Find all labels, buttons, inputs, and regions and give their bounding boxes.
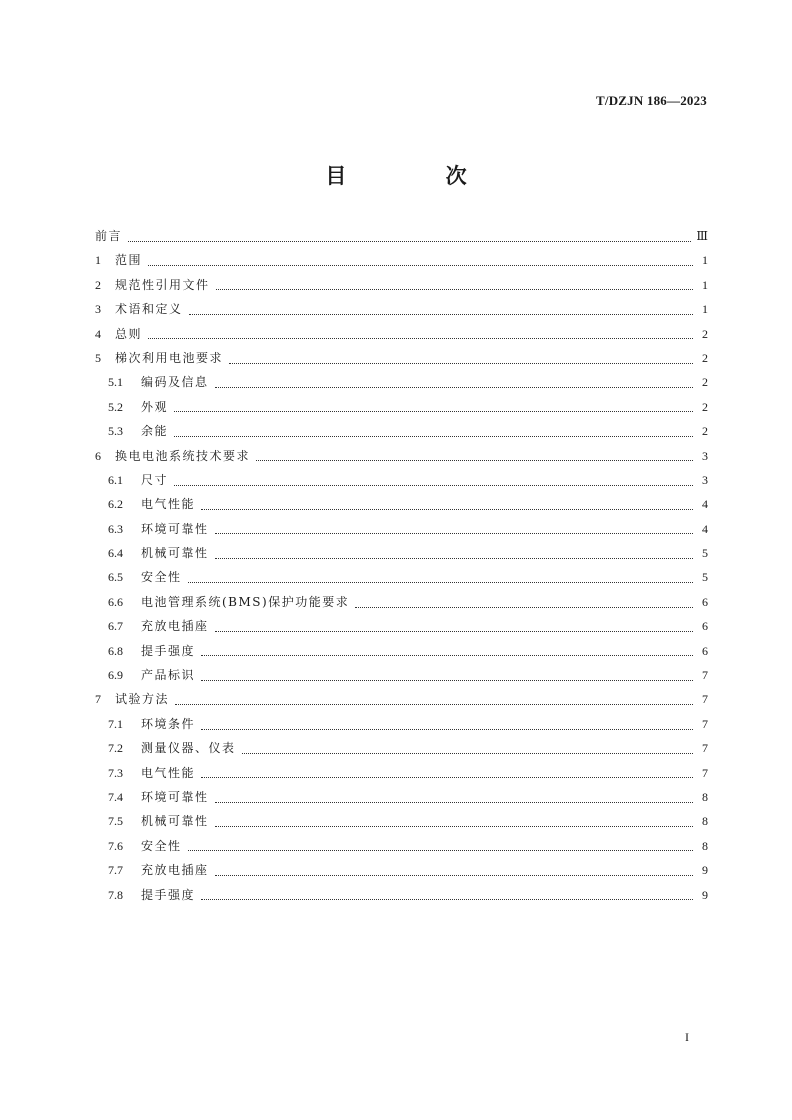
- toc-entry-number: 7.4: [108, 789, 123, 804]
- toc-entry-number: 6.6: [108, 594, 123, 609]
- toc-entry-page: 6: [702, 643, 708, 658]
- toc-leader-dots: [148, 265, 693, 266]
- toc-entry-number: 6.1: [108, 472, 123, 487]
- toc-entry[interactable]: [95, 788, 708, 812]
- toc-entry-page: 7: [702, 668, 708, 683]
- toc-leader-dots: [188, 582, 693, 583]
- toc-entry[interactable]: [95, 739, 708, 763]
- toc-entry-page: 7: [702, 716, 708, 731]
- toc-entry-page: 3: [702, 448, 708, 463]
- toc-entry-number: 7: [95, 692, 101, 707]
- toc-entry-label: 术语和定义: [115, 302, 183, 317]
- toc-entry-label: 提手强度: [141, 643, 196, 658]
- toc-entry[interactable]: [95, 764, 708, 788]
- toc-entry-page: 5: [702, 570, 708, 585]
- toc-entry[interactable]: [95, 690, 708, 714]
- toc-entry-page: 1: [702, 253, 708, 268]
- toc-entry[interactable]: [95, 617, 708, 641]
- toc-leader-dots: [201, 777, 693, 778]
- toc-entry[interactable]: [95, 715, 708, 739]
- toc-entry-number: 6.4: [108, 546, 123, 561]
- toc-entry-label: 充放电插座: [141, 619, 209, 634]
- toc-leader-dots: [174, 411, 693, 412]
- toc-entry-label: 规范性引用文件: [115, 277, 210, 292]
- toc-entry-page: 8: [702, 814, 708, 829]
- toc-entry-page: 7: [702, 741, 708, 756]
- toc-entry-number: 1: [95, 253, 101, 268]
- toc-entry[interactable]: [95, 300, 708, 324]
- toc-entry[interactable]: [95, 666, 708, 690]
- toc-leader-dots: [201, 899, 693, 900]
- toc-leader-dots: [189, 314, 693, 315]
- toc-entry-number: 5.1: [108, 375, 123, 390]
- page-number: I: [685, 1030, 689, 1044]
- toc-entry[interactable]: [95, 325, 708, 349]
- toc-entry-page: 2: [702, 375, 708, 390]
- document-code: T/DZJN 186—2023: [596, 93, 707, 108]
- toc-leader-dots: [215, 558, 693, 559]
- toc-entry-label: 环境可靠性: [141, 789, 209, 804]
- toc-leader-dots: [215, 533, 693, 534]
- toc-entry-label: 产品标识: [141, 668, 196, 683]
- toc-leader-dots: [201, 729, 693, 730]
- toc-entry[interactable]: [95, 227, 708, 251]
- toc-entry[interactable]: [95, 642, 708, 666]
- toc-entry-page: 7: [702, 692, 708, 707]
- toc-entry-page: 8: [702, 789, 708, 804]
- page-title: 目 次: [325, 164, 513, 188]
- toc-entry-number: 6.3: [108, 521, 123, 536]
- toc-entry[interactable]: [95, 495, 708, 519]
- toc-leader-dots: [215, 826, 693, 827]
- toc-entry-number: 7.8: [108, 887, 123, 902]
- toc-entry-number: 7.7: [108, 863, 123, 878]
- toc-entry-label: 充放电插座: [141, 863, 209, 878]
- toc-entry[interactable]: [95, 544, 708, 568]
- toc-entry[interactable]: [95, 447, 708, 471]
- toc-entry[interactable]: [95, 886, 708, 910]
- toc-entry-number: 2: [95, 277, 101, 292]
- toc-entry-label: 测量仪器、仪表: [141, 741, 236, 756]
- toc-entry-label: 环境条件: [141, 716, 196, 731]
- toc-entry-label: 前言: [95, 229, 123, 243]
- toc-entry-label: 提手强度: [141, 887, 196, 902]
- table-of-contents: [95, 227, 708, 910]
- toc-entry-label: 安全性: [141, 570, 182, 585]
- toc-entry-number: 7.1: [108, 716, 123, 731]
- toc-leader-dots: [148, 338, 693, 339]
- toc-entry-label: 外观: [141, 399, 169, 414]
- toc-entry-page: 6: [702, 594, 708, 609]
- toc-entry-page: 5: [702, 546, 708, 561]
- toc-entry[interactable]: [95, 422, 708, 446]
- toc-entry[interactable]: [95, 471, 708, 495]
- toc-entry-page: 4: [702, 521, 708, 536]
- toc-leader-dots: [229, 363, 693, 364]
- toc-entry-number: 7.5: [108, 814, 123, 829]
- toc-entry[interactable]: [95, 861, 708, 885]
- toc-entry-label: 机械可靠性: [141, 546, 209, 561]
- toc-entry-page: 9: [702, 887, 708, 902]
- toc-entry-number: 6.9: [108, 668, 123, 683]
- toc-entry-number: 6.5: [108, 570, 123, 585]
- toc-entry-number: 6.2: [108, 497, 123, 512]
- toc-entry-page: 2: [702, 424, 708, 439]
- toc-entry[interactable]: [95, 812, 708, 836]
- toc-leader-dots: [215, 875, 693, 876]
- toc-entry-number: 5.2: [108, 399, 123, 414]
- toc-entry-label: 编码及信息: [141, 375, 209, 390]
- toc-entry-page: 4: [702, 497, 708, 512]
- toc-leader-dots: [201, 680, 693, 681]
- toc-entry-page: 2: [702, 326, 708, 341]
- toc-leader-dots: [188, 850, 693, 851]
- toc-entry-label: 尺寸: [141, 472, 169, 487]
- toc-leader-dots: [201, 509, 693, 510]
- toc-entry-label: 总则: [115, 326, 143, 341]
- toc-entry-page: 1: [702, 277, 708, 292]
- toc-entry-label: 机械可靠性: [141, 814, 209, 829]
- toc-entry-page: 8: [702, 838, 708, 853]
- toc-entry-page: 9: [702, 863, 708, 878]
- toc-entry-number: 6.7: [108, 619, 123, 634]
- toc-entry-label: 电气性能: [141, 497, 196, 512]
- toc-entry-number: 7.6: [108, 838, 123, 853]
- toc-leader-dots: [128, 241, 691, 242]
- toc-leader-dots: [256, 460, 693, 461]
- toc-entry-number: 4: [95, 326, 101, 341]
- toc-entry-label: 环境可靠性: [141, 521, 209, 536]
- toc-entry[interactable]: [95, 251, 708, 275]
- toc-leader-dots: [175, 704, 693, 705]
- toc-leader-dots: [216, 289, 693, 290]
- toc-entry-number: 6.8: [108, 643, 123, 658]
- toc-leader-dots: [201, 655, 693, 656]
- toc-leader-dots: [215, 802, 693, 803]
- toc-entry[interactable]: [95, 520, 708, 544]
- toc-entry-page: Ⅲ: [696, 229, 708, 243]
- toc-leader-dots: [242, 753, 693, 754]
- toc-entry-number: 5.3: [108, 424, 123, 439]
- toc-entry-number: 3: [95, 302, 101, 317]
- toc-entry-number: 7.2: [108, 741, 123, 756]
- toc-entry-label: 安全性: [141, 838, 182, 853]
- toc-entry-number: 6: [95, 448, 101, 463]
- toc-entry-label: 电池管理系统(BMS)保护功能要求: [141, 594, 350, 609]
- toc-entry-label: 范围: [115, 253, 143, 268]
- toc-entry-page: 6: [702, 619, 708, 634]
- toc-entry-label: 试验方法: [115, 692, 170, 707]
- toc-entry-label: 梯次利用电池要求: [115, 350, 224, 365]
- toc-entry-page: 3: [702, 472, 708, 487]
- toc-entry-label: 换电电池系统技术要求: [115, 448, 251, 463]
- toc-entry-page: 1: [702, 302, 708, 317]
- toc-entry[interactable]: [95, 373, 708, 397]
- toc-entry[interactable]: [95, 276, 708, 300]
- toc-leader-dots: [215, 387, 693, 388]
- toc-entry-page: 2: [702, 350, 708, 365]
- toc-entry[interactable]: [95, 349, 708, 373]
- toc-entry-page: 7: [702, 765, 708, 780]
- toc-entry-number: 5: [95, 350, 101, 365]
- toc-leader-dots: [355, 607, 693, 608]
- toc-entry[interactable]: [95, 837, 708, 861]
- toc-entry[interactable]: [95, 593, 708, 617]
- toc-entry[interactable]: [95, 398, 708, 422]
- toc-entry-label: 余能: [141, 424, 169, 439]
- toc-entry-page: 2: [702, 399, 708, 414]
- toc-leader-dots: [174, 485, 693, 486]
- toc-entry-number: 7.3: [108, 765, 123, 780]
- toc-entry-label: 电气性能: [141, 765, 196, 780]
- toc-leader-dots: [215, 631, 693, 632]
- toc-leader-dots: [174, 436, 693, 437]
- toc-entry[interactable]: [95, 568, 708, 592]
